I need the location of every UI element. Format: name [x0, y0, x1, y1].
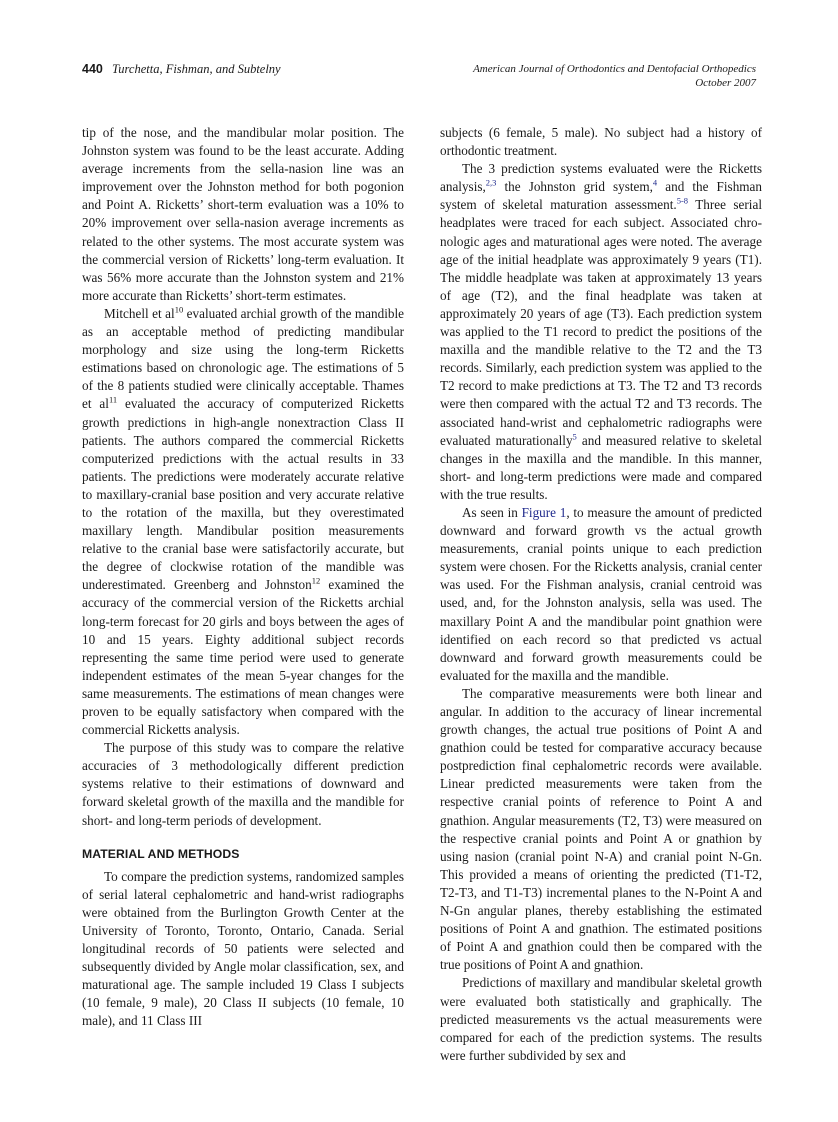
- text-run: examined the accuracy of the commercial version of the Ricketts archial long-term forecast for 20 girls and boys between the ages of 10 and 15 years. Eighty additional subject records representing the same time period were used to generate independent estimates of the mean 5-year changes for the same measurements. The estimations of mean changes were proven to be equally satisfactory when compared with the commercial Ricketts analysis.: [82, 577, 404, 738]
- text-run: evaluated the accuracy of computerized Ricketts growth predictions in high-angle nonextraction Class II patients. The authors compared the commercial Ricketts computerized predictions with the actual results in 33 patients. The predictions were moderately accurate relative to maxillary-cranial base position and very accurate relative to the rotation of the maxilla, but they overestimated maxillary length. Mandibular position measurements relative to the cranial base were satisfactorily accurate, but the degree of clockwise rotation of the mandible was underestimated. Greenberg and Johnston: [82, 396, 404, 593]
- paragraph: [440, 160, 762, 504]
- reference-11[interactable]: 11: [108, 395, 118, 406]
- text-run: As seen in: [462, 504, 522, 520]
- paragraph: [82, 305, 404, 739]
- section-heading: MATERIAL AND METHODS: [82, 846, 240, 861]
- header-authors: Turchetta, Fishman, and Subtelny: [111, 62, 281, 76]
- paragraph: subjects (6 female, 5 male). No subject had a history of orthodontic treatment.: [440, 125, 762, 159]
- text-run: the Johnston grid system,: [496, 179, 653, 195]
- text-run: and the Fishman system of skeletal maturation assessment.: [440, 179, 762, 213]
- page-number: 440: [82, 62, 103, 76]
- issue-date: October 2007: [695, 77, 756, 89]
- reference-5-8[interactable]: 5-8: [676, 195, 689, 206]
- paragraph: [440, 504, 762, 685]
- paragraph: To compare the prediction systems, randomized samples of serial lateral cephalometric and hand-wrist radiographs were obtained from the Burlington Growth Center at the University of Toronto, Toronto, Ontario, Canada. Serial longitudinal records of 50 patients were selected and subsequently divided by Angle molar classification, sex, and maturational age. The sample included 19 Class I subjects (10 female, 9 male), 20 Class II subjects (10 female, 10 male), and 11 Class III: [82, 868, 404, 1029]
- reference-4[interactable]: 4: [652, 177, 658, 188]
- right-column: [440, 124, 762, 1065]
- text-run: Three serial headplates were traced for each subject. Associated chronologic ages and maturational ages were noted. The average age of the initial headplate was approximately 9 years (T1). The middle headplate was taken at approximately 13 years of age (T2), and the final headplate was taken at approximately 20 years of age (T3). Each prediction system was applied to the T1 record to predict the positions of the maxilla and the mandible relative to the T2 and the T3 records. Similarly, each prediction system was applied to the T2 record to make predictions at T3. The T2 and T3 records were then compared with the actual T2 and T3 records. The associated hand-wrist and cephalometric radiographs were evaluated maturationally: [440, 197, 762, 448]
- text-run: evaluated archial growth of the mandible as an acceptable method of predicting mandibular morphology and size using the long-term Ricketts estimations based on chronologic age. The estimations of 5 of the 8 patients studied were clinically acceptable. Thames et al: [82, 305, 404, 412]
- reference-5[interactable]: 5: [572, 431, 577, 442]
- journal-title: American Journal of Orthodontics and Dentofacial Orthopedics: [473, 63, 756, 75]
- reference-2-3[interactable]: 2,3: [485, 177, 497, 188]
- text-run: Mitchell et al: [104, 305, 175, 321]
- paragraph: The comparative measurements were both linear and angular. In addition to the accuracy of linear incremental growth changes, the actual true positions of Point A and gnathion could be tested for comparative accuracy because postprediction final cephalometric records were available. Linear predicted measurements were taken from the respective cranial points of reference to Point A and gnathion. Angular measurements (T2, T3) were measured on the respective cranial points and Point A or gnathion by using nasion (cranial point N-A) and cranial point N-Gn. This provided a means of orienting the predicted (T1-T2, T2-T3, and T1-T3) incremental planes to the N-Point A and N-Gn angular planes, thereby establishing the estimated positions of Point A and gnathion. The estimated positions of Point A and gnathion could then be compared with the true positions of Point A and gnathion.: [440, 685, 762, 973]
- header-left: [82, 62, 281, 77]
- figure-1-link[interactable]: Figure 1: [521, 504, 567, 520]
- reference-12[interactable]: 12: [311, 575, 321, 586]
- header-right: [473, 62, 756, 90]
- paragraph: The purpose of this study was to compare the relative accuracies of 3 methodologically different prediction systems relative to their estimations of downward and forward skeletal growth of the maxilla and the mandible for short- and long-term periods of development.: [82, 740, 404, 828]
- paragraph: Predictions of maxillary and mandibular skeletal growth were evaluated both statistically and graphically. The predicted measurements vs the actual measurements were compared for each of the prediction systems. The results were further subdivided by sex and: [440, 975, 762, 1063]
- text-run: and measured relative to skeletal changes in the maxilla and the mandible. In this manner, short- and long-term predictions were made and compared with the true results.: [440, 432, 762, 502]
- text-run: The 3 prediction systems evaluated were the Ricketts analysis,: [440, 161, 762, 195]
- paragraph: tip of the nose, and the mandibular molar position. The Johnston system was found to be the least accurate. Adding average increments from the sella-nasion line was an improvement over the Johnston method for both pogonion and Point A. Ricketts’ short-term evaluation was a 10% to 20% improvement over sella-nasion average increments as related to the other systems. The most accurate system was the commercial version of Ricketts’ long-term evaluation. It was 56% more accurate than the Johnston system and 21% more accurate than Ricketts’ short-term estimates.: [82, 125, 404, 303]
- running-header: [82, 62, 756, 96]
- text-run: , to measure the amount of predicted downward and forward growth vs the actual growth measurements, cranial points unique to each prediction system were chosen. For the Ricketts analysis, cranial center was used. For the Fishman analysis, cranial centroid was used, and, for the Johnston analysis, sella was used. The maxillary Point A and the mandibular point gnathion were identified on each record so that predicted vs actual downward and forward growth measurements could be evaluated for the maxilla and the mandible.: [440, 504, 762, 683]
- reference-10[interactable]: 10: [174, 304, 184, 315]
- left-column: [82, 124, 404, 1031]
